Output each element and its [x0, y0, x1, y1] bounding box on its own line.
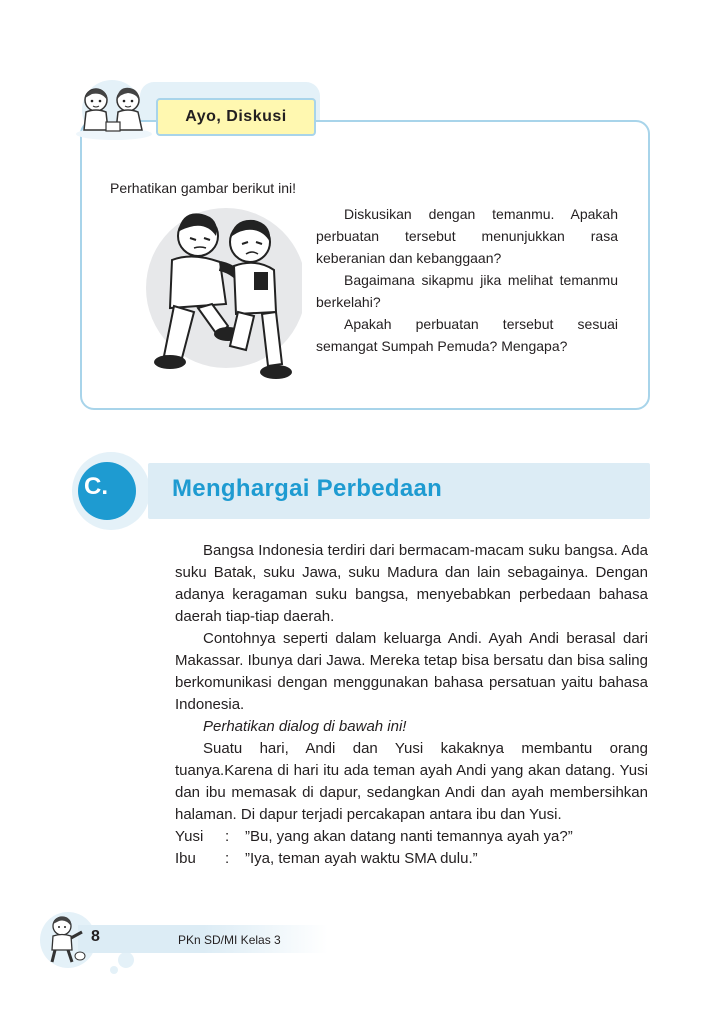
dialog-line	[175, 848, 648, 870]
body-paragraph: Bangsa Indonesia terdiri dari bermacam-macam suku bangsa. Ada suku Batak, suku Jawa, suku Madura dan lain sebagainya. Dengan adanya keragaman suku bangsa, menyebabkan perbedaan bahasa daerah tiap-tiap daerah.	[175, 542, 648, 625]
discussion-intro: Perhatikan gambar berikut ini!	[110, 180, 296, 196]
dialog-separator: :	[225, 828, 230, 845]
page-number: 8	[91, 928, 100, 945]
discussion-question: Bagaimana sikapmu jika melihat temanmu berkelahi?	[316, 272, 618, 310]
body-paragraph: Contohnya seperti dalam keluarga Andi. Ayah Andi berasal dari Makassar. Ibunya dari Jawa. Mereka tetap bisa bersatu dan bisa saling berkomunikasi dengan menggunakan bahasa persatuan yaitu bahasa Indonesia.	[175, 630, 648, 713]
dialog-line	[175, 826, 648, 848]
student-mascot-icon	[44, 912, 88, 966]
discussion-question: Diskusikan dengan temanmu. Apakah perbuatan tersebut menunjukkan rasa keberanian dan kebanggaan?	[316, 206, 618, 266]
discussion-question: Apakah perbuatan tersebut sesuai semangat Sumpah Pemuda? Mengapa?	[316, 316, 618, 354]
footer-dot	[110, 966, 118, 974]
dialog-separator: :	[225, 850, 230, 867]
body-text	[175, 540, 648, 870]
section-letter: C.	[84, 473, 108, 500]
dialog-text: ”Bu, yang akan datang nanti temannya ayah ya?”	[245, 828, 573, 845]
book-title: PKn SD/MI Kelas 3	[178, 933, 281, 947]
footer-dot	[118, 952, 134, 968]
discussion-tab-label: Ayo, Diskusi	[156, 98, 316, 136]
section-title: Menghargai Perbedaan	[172, 475, 443, 502]
dialog-text: ”Iya, teman ayah waktu SMA dulu.”	[245, 850, 478, 867]
boys-fighting-illustration	[142, 196, 302, 396]
body-paragraph: Suatu hari, Andi dan Yusi kakaknya membantu orang tuanya.Karena di hari itu ada teman ayah Andi yang akan datang. Yusi dan ibu memasak di dapur, sedangkan Andi dan ayah membersihkan halaman. Di dapur terjadi percakapan antara ibu dan Yusi.	[175, 740, 648, 823]
body-paragraph-italic: Perhatikan dialog di bawah ini!	[203, 718, 407, 735]
kids-discussing-icon	[72, 82, 156, 142]
dialog-speaker: Yusi	[175, 828, 204, 845]
discussion-questions	[316, 203, 618, 357]
dialog-speaker: Ibu	[175, 850, 196, 867]
